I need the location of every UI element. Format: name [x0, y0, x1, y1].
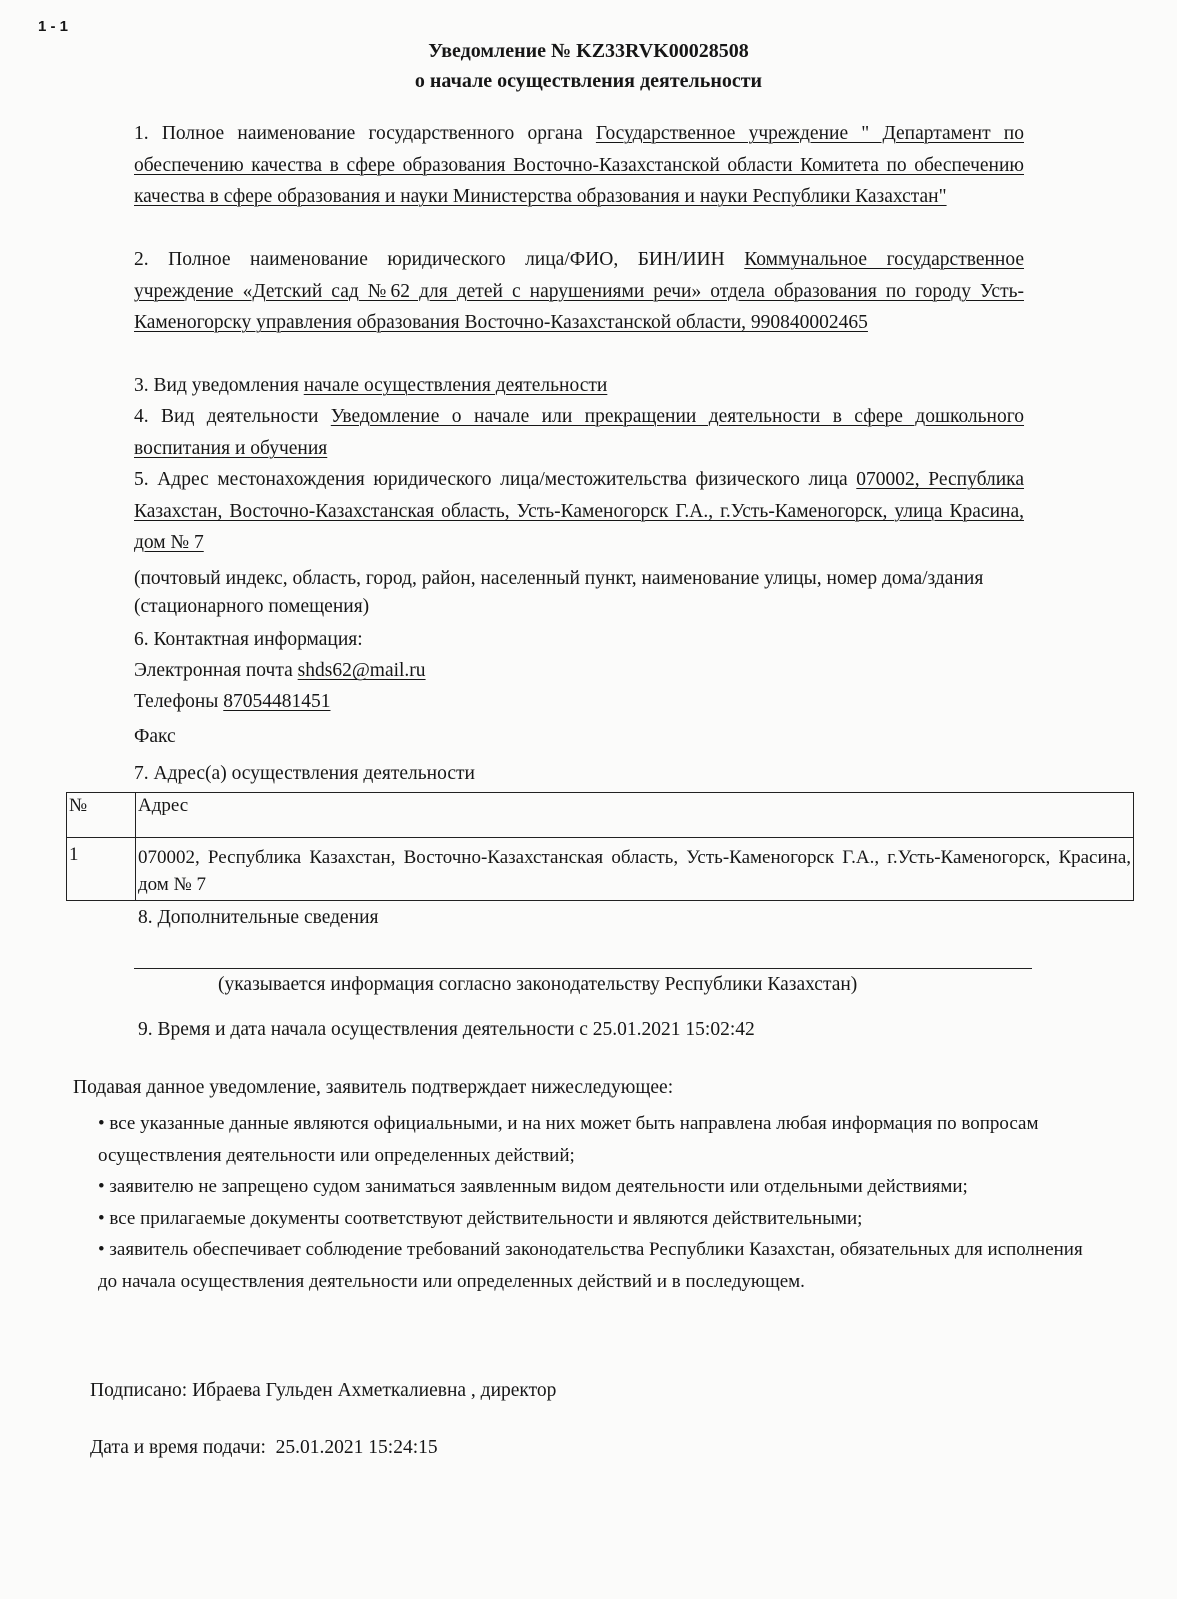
activity-address-label: 7. Адрес(а) осуществления деятельности	[134, 763, 475, 784]
item-4-value: Уведомление о начале или прекращении деятельности в сфере дошкольного воспитания и обучения	[134, 406, 1025, 459]
start-datetime: 9. Время и дата начала осуществления деятельности с 25.01.2021 15:02:42	[138, 1019, 755, 1040]
confirmation-intro: Подавая данное уведомление, заявитель подтверждает нижеследующее:	[73, 1077, 674, 1098]
list-item: • заявитель обеспечивает соблюдение требований законодательства Республики Казахстан, обязательных для исполнения до начала осуществления деятельности или определенных действий и в последующем.	[98, 1239, 1083, 1292]
additional-info-label: 8. Дополнительные сведения	[138, 907, 379, 928]
table-cell-num: 1	[67, 838, 136, 901]
item-2	[134, 244, 1024, 339]
address-hint: (почтовый индекс, область, город, район, населенный пункт, наименование улицы, номер дома/здания (стационарного помещения)	[134, 568, 984, 617]
document-subtitle: о начале осуществления деятельности	[414, 70, 763, 92]
page-marker: 1 - 1	[38, 18, 69, 35]
document-title: Уведомление № KZ33RVK00028508	[428, 40, 749, 62]
table-header-address: Адрес	[136, 793, 1134, 838]
email-row	[134, 660, 426, 682]
item-3-label: 3. Вид уведомления	[134, 375, 299, 396]
item-2-label: 2. Полное наименование юридического лица/ФИО, БИН/ИИН	[134, 249, 725, 270]
list-item: • все указанные данные являются официальными, и на них может быть направлена любая информация по вопросам осуществления деятельности или определенных действий;	[98, 1113, 1039, 1166]
phone-row	[134, 691, 331, 713]
item-5-value: 070002, Республика Казахстан, Восточно-Казахстанская область, Усть-Каменогорск Г.А., г.Усть-Каменогорск, улица Красина, дом № 7	[134, 469, 1025, 553]
contact-info-label: 6. Контактная информация:	[134, 629, 363, 650]
confirmation-list	[98, 1108, 1088, 1297]
item-2-value: Коммунальное государственное учреждение «Детский сад №62 для детей с нарушениями речи» отдела образования по городу Усть-Каменогорску управления образования Восточно-Казахстанской области, 990840002465	[134, 249, 1024, 333]
item-4-label: 4. Вид деятельности	[134, 406, 319, 427]
email-label: Электронная почта	[134, 660, 293, 681]
phone-label: Телефоны	[134, 691, 219, 712]
item-3-value: начале осуществления деятельности	[303, 375, 608, 396]
additional-info-hint: (указывается информация согласно законодательству Республики Казахстан)	[218, 974, 858, 995]
table-header-num: №	[67, 793, 136, 838]
email-value: shds62@mail.ru	[297, 660, 426, 681]
table-cell-address: 070002, Республика Казахстан, Восточно-Казахстанская область, Усть-Каменогорск Г.А., г.Усть-Каменогорск, Красина, дом № 7	[136, 838, 1134, 901]
item-1	[134, 118, 1024, 213]
item-4	[134, 401, 1024, 464]
signature: Подписано: Ибраева Гульден Ахметкалиевна , директор	[90, 1380, 557, 1401]
table-header-row	[67, 793, 1134, 838]
list-item: • заявителю не запрещено судом заниматься заявленным видом деятельности или отдельными действиями;	[98, 1176, 968, 1197]
item-5-label: 5. Адрес местонахождения юридического лица/местожительства физического лица	[134, 469, 848, 490]
item-1-label: 1. Полное наименование государственного органа	[134, 123, 583, 144]
phone-value: 87054481451	[223, 691, 331, 712]
table-row	[67, 838, 1134, 901]
additional-info-line	[134, 968, 1032, 969]
item-1-value: Государственное учреждение " Департамент по обеспечению качества в сфере образования Восточно-Казахстанской области Комитета по обеспечению качества в сфере образования и науки Министерства образования и науки Республики Казахстан"	[134, 123, 1024, 207]
item-5	[134, 464, 1024, 559]
activity-address-table	[66, 792, 1134, 901]
submission-datetime: Дата и время подачи: 25.01.2021 15:24:15	[90, 1437, 438, 1458]
item-3	[134, 370, 1024, 402]
list-item: • все прилагаемые документы соответствуют действительности и являются действительными;	[98, 1207, 863, 1229]
fax-label: Факс	[134, 726, 176, 747]
